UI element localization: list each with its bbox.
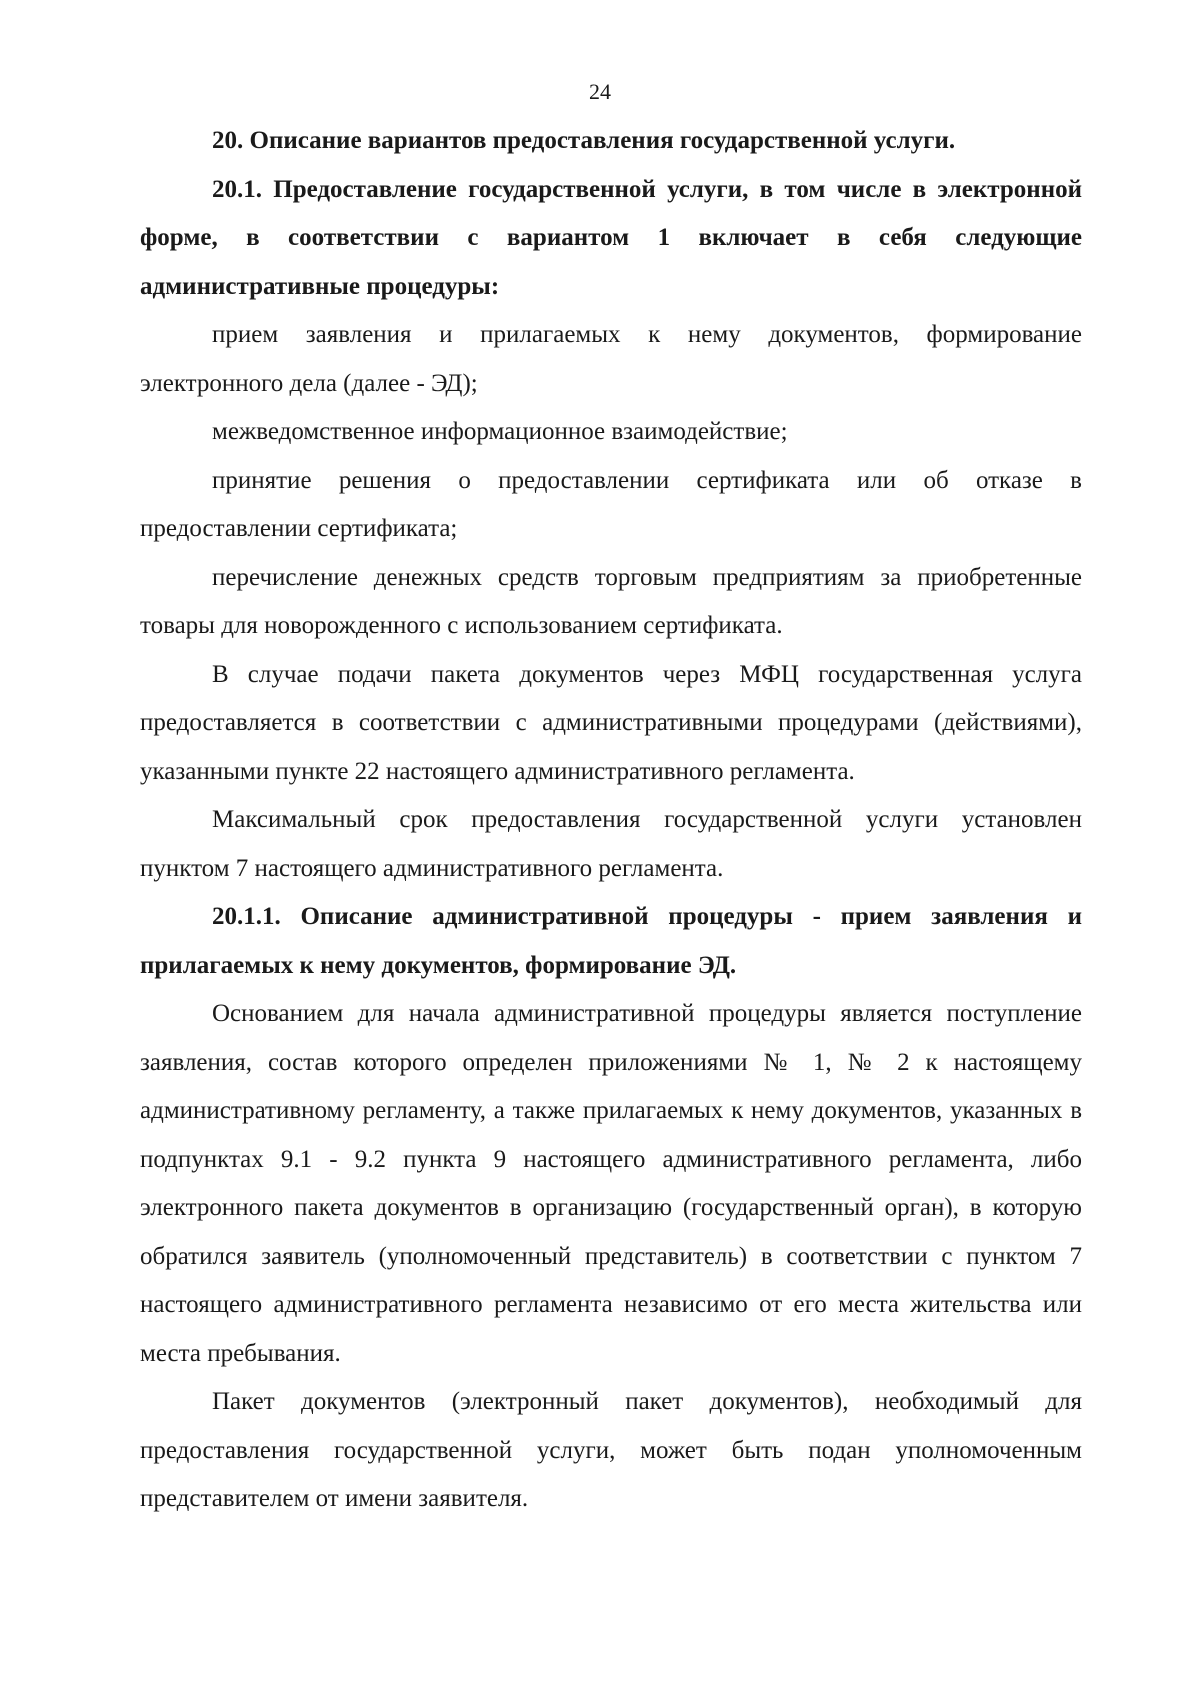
paragraph-grounds: Основанием для начала административной процедуры является поступление заявления, состав которого определен приложениями № 1, № 2 к настоящему административному регламенту, а также прилагаемых к нему документов, указанных в подпунктах 9.1 - 9.2 пункта 9 настоящего административного регламента, либо электронного пакета документов в организацию (государственный орган), в которую обратился заявитель (уполномоченный представитель) в соответствии с пунктом 7 настоящего административного регламента независимо от его места жительства или места пребывания. <box>140 1000 1082 1367</box>
procedure-item-interaction: межведомственное информационное взаимодействие; <box>212 418 788 445</box>
document-body <box>140 117 1082 1524</box>
subsection-heading-20-1-1: 20.1.1. Описание административной процедуры - прием заявления и прилагаемых к нему документов, формирование ЭД. <box>140 903 1082 979</box>
section-heading-20: 20. Описание вариантов предоставления государственной услуги. <box>212 127 956 154</box>
subsection-heading-20-1: 20.1. Предоставление государственной услуги, в том числе в электронной форме, в соответствии с вариантом 1 включает в себя следующие административные процедуры: <box>140 175 1082 300</box>
procedure-item-transfer: перечисление денежных средств торговым предприятиям за приобретенные товары для новорожденного с использованием сертификата. <box>140 563 1082 639</box>
procedure-item-reception: прием заявления и прилагаемых к нему документов, формирование электронного дела (далее - ЭД); <box>140 321 1082 397</box>
paragraph-mfc: В случае подачи пакета документов через МФЦ государственная услуга предоставляется в соответствии с административными процедурами (действиями), указанными пункте 22 настоящего административного регламента. <box>140 660 1082 785</box>
paragraph-max-term: Максимальный срок предоставления государственной услуги установлен пунктом 7 настоящего административного регламента. <box>140 806 1082 882</box>
paragraph-package: Пакет документов (электронный пакет документов), необходимый для предоставления государственной услуги, может быть подан уполномоченным представителем от имени заявителя. <box>140 1388 1082 1512</box>
procedure-item-decision: принятие решения о предоставлении сертификата или об отказе в предоставлении сертификата; <box>140 466 1082 542</box>
page-number: 24 <box>589 79 611 104</box>
